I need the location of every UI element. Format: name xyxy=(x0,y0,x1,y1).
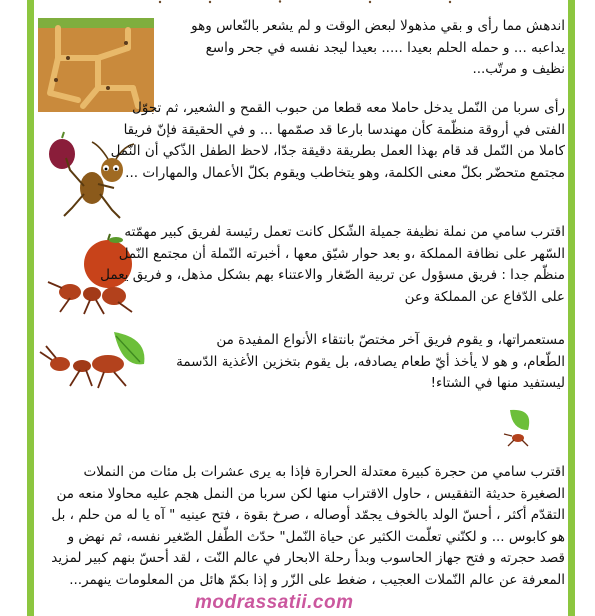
top-decoration xyxy=(150,0,510,4)
small-ant-leaf-icon xyxy=(500,408,536,448)
story-paragraph-3: اقترب سامي من نملة نظيفة جميلة الشّكل كانت تعمل رئيسة لفريق كبير مهمّته السّهر على نظافة المملكة ،و بعد حوار شيّق معها ، أخبرته النّملة أن مجتمع النّمل منظّم جدا : فريق مسؤول عن تربية الصّغار والاعتناء بهم بشكل مذهل، و فريق يعمل على الدّفاع عن المملكة وعن xyxy=(100,224,565,305)
story-paragraph-4: مستعمراتها، و يقوم فريق آخر مختصّ بانتقاء الأنواع المفيدة من الطّعام، و هو لا يأخذ أيّ طعام يصادفه، بل يقوم بتخزين الأغذية الدّسمة ليستفيد منها في الشتاء! xyxy=(176,332,565,391)
story-paragraph-5: اقترب سامي من حجرة كبيرة معتدلة الحرارة فإذا به يرى عشرات بل مئات من النملات الصغيرة حديثة التفقيس ، حاول الاقتراب منها لكن سربا من النمل هجم عليه محاولا منعه من التقدّم أكثر ، أحسّ الولد بالخوف يجمّد أوصاله ، صرخ بقوة ، فتح عينيه " آه يا له من حلم ، بل هو كابوس ... و لكنّني تعلّمت الكثير عن حياة النّمل" حدّث الطّفل الصّغير نفسه، ثم نهض و قصد حجرته و فتح جهاز الحاسوب وبدأ رحلة الابحار في عالم النّت ، لقد أحسّ بنهم كبير لمزيد المعرفة عن عالم النّملات العجيب ، ضغط على الزّر و إذا بكمّ هائل من المعلومات ينهمر... xyxy=(51,464,565,588)
story-paragraph-1: اندهش مما رأى و بقي مذهولا لبعض الوقت و لم يشعر بالنّعاس وهو يداعبه ... و حمله الحلم بعيدا ..... بعيدا ليجد نفسه في جحر واسع نظيف و مرتّب... xyxy=(191,18,565,77)
ant-carrying-leaf-icon xyxy=(36,328,152,390)
story-paragraph-2: رأى سربا من النّمل يدخل حاملا معه قطعا من حبوب القمح و الشعير، ثم تجوّل الفتى في أروقة منظّمة كأن مهندسا بارعا قد صمّمها ... و في الحقيقة فإنّ فريقا كاملا من النّمل قد قام بهذا العمل بطريقة دقيقة جدّا، لاحظ الطفل الذّكي أن النّمل مجتمع متحضّر بكلّ معنى الكلمة، وهو يتخاطب ويقوم بكلّ الأعمال والمهارات ... xyxy=(110,100,565,181)
site-watermark: modrassatii.com xyxy=(195,592,354,613)
